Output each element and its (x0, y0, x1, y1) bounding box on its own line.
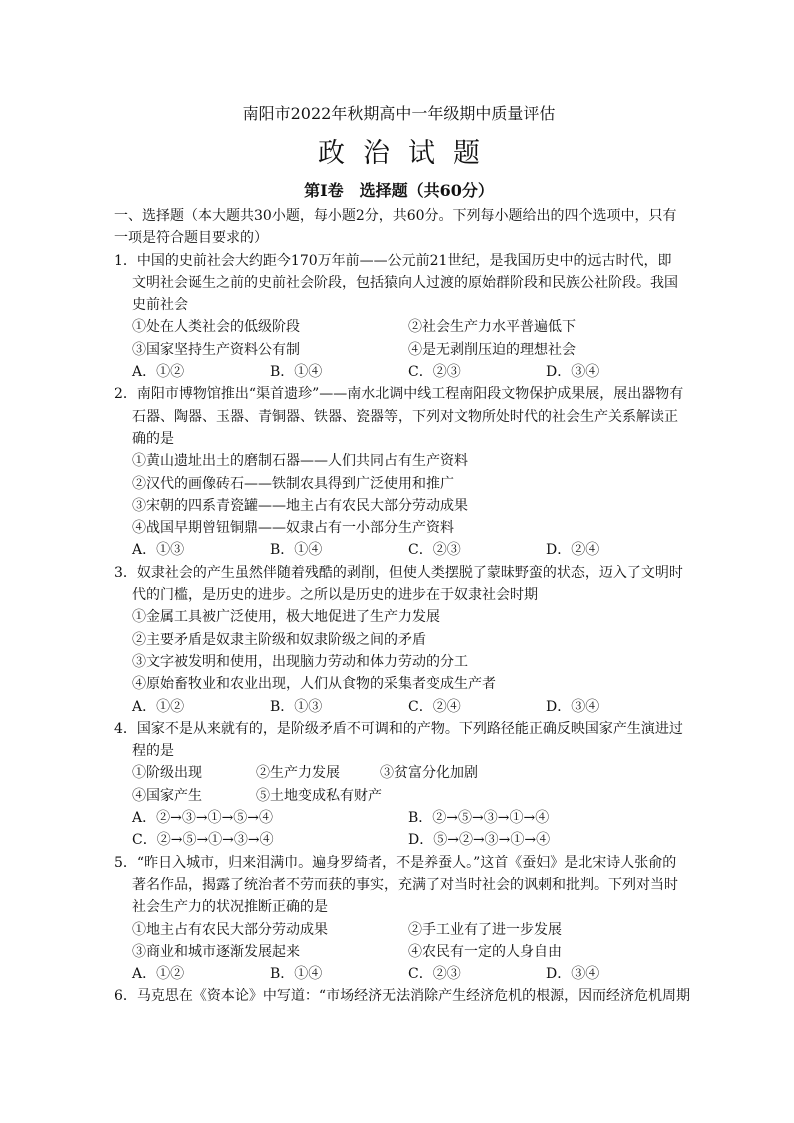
choice-c: C．②④ (408, 698, 461, 715)
statement: ②主要矛盾是奴隶主阶级和奴隶阶级之间的矛盾 (132, 631, 426, 648)
choice-c: C．②③ (408, 966, 461, 983)
statement-row (114, 762, 684, 784)
choice-row (114, 829, 684, 851)
statement: ②社会生产力水平普遍低下 (408, 319, 576, 336)
statement: ①黄山遗址出土的磨制石器——人们共同占有生产资料 (132, 453, 468, 470)
statement-row (114, 919, 684, 941)
statement: ③文字被发明和使用，出现脑力劳动和体力劳动的分工 (132, 653, 468, 670)
statement-row (114, 316, 684, 338)
choice-row (114, 807, 684, 829)
statement: ⑤土地变成私有财产 (256, 787, 382, 804)
choice-a: A．①③ (132, 542, 185, 559)
statement-row (114, 941, 684, 963)
choice-d: D．③④ (546, 698, 600, 715)
choice-row (114, 361, 684, 383)
statement: ③国家坚持生产资料公有制 (132, 341, 300, 358)
statement: ③宋朝的四系青瓷罐——地主占有农民大部分劳动成果 (132, 497, 468, 514)
statement: ④战国早期曾钮铜鼎——奴隶占有一小部分生产资料 (132, 520, 454, 537)
choice-d: D．③④ (546, 966, 600, 983)
question-stem: 1．中国的史前社会大约距今170万年前——公元前21世纪，是我国历史中的远古时代，即文明社会诞生之前的史前社会阶段，包括猿向人过渡的原始群阶段和民族公社阶段。我国史前社会 (114, 252, 678, 314)
statement: ①金属工具被广泛使用，极大地促进了生产力发展 (132, 609, 440, 626)
statement-row (114, 785, 684, 807)
question-3 (114, 562, 684, 718)
choice-row (114, 539, 684, 561)
statement: ①地主占有农民大部分劳动成果 (132, 921, 328, 938)
choice-a: A．①② (132, 364, 185, 381)
question-6 (114, 985, 691, 1007)
question-stem: 3．奴隶社会的产生虽然伴随着残酷的剥削，但使人类摆脱了蒙昧野蛮的状态，迈入了文明时代的门槛，是历史的进步。之所以是历史的进步在于奴隶社会时期 (114, 564, 683, 604)
question-stem: 4．国家不是从来就有的，是阶级矛盾不可调和的产物。下列路径能正确反映国家产生演进过程的是 (114, 720, 683, 760)
part-title: 第Ⅰ卷 选择题（共60分） (304, 181, 494, 200)
choice-d: D．③④ (546, 364, 600, 381)
choice-d: D．②④ (546, 542, 600, 559)
statement: ①处在人类社会的低级阶段 (132, 319, 300, 336)
statement: ②手工业有了进一步发展 (408, 921, 562, 938)
choice-c: C．②③ (408, 364, 461, 381)
choice-a: A．②→③→①→⑤→④ (132, 810, 274, 827)
choice-b: B．①④ (270, 364, 323, 381)
choice-row (114, 963, 684, 985)
choice-c: C．②→⑤→①→③→④ (132, 832, 274, 849)
question-1 (114, 250, 684, 384)
statement: ④原始畜牧业和农业出现，人们从食物的采集者变成生产者 (132, 676, 496, 693)
choice-b: B．①④ (270, 966, 323, 983)
statement: ④农民有一定的人身自由 (408, 943, 562, 960)
choice-b: B．②→⑤→③→①→④ (408, 810, 550, 827)
choice-c: C．②③ (408, 542, 461, 559)
choice-a: A．①② (132, 966, 185, 983)
exam-title: 南阳市2022年秋期高中一年级期中质量评估 (242, 104, 556, 123)
choice-row (114, 696, 684, 718)
choice-b: B．①③ (270, 698, 323, 715)
statement: ④国家产生 (132, 787, 202, 804)
question-2 (114, 383, 684, 561)
question-stem: 2．南阳市博物馆推出“渠首遗珍”——南水北调中线工程南阳段文物保护成果展，展出器物有石器、陶器、玉器、青铜器、铁器、瓷器等，下列对文物所处时代的社会生产关系解读正确的是 (114, 386, 684, 447)
statement: ③贫富分化加剧 (380, 765, 478, 782)
choice-a: A．①② (132, 698, 185, 715)
question-stem: 6．马克思在《资本论》中写道：“市场经济无法消除产生经济危机的根源，因而经济危机周期 (114, 988, 691, 1005)
statement: ①阶级出现 (132, 765, 202, 782)
statement: ②生产力发展 (256, 765, 340, 782)
section-instructions: 一、选择题（本大题共30小题，每小题2分，共60分。下列每小题给出的四个选项中，只有一项是符合题目要求的） (114, 208, 677, 247)
choice-d: D．⑤→②→③→①→④ (408, 832, 551, 849)
statement-row (114, 339, 684, 361)
question-stem: 5．“昨日入城市，归来泪满巾。遍身罗绮者，不是养蚕人。”这首《蚕妇》是北宋诗人张俞的著名作品，揭露了统治者不劳而获的事实，充满了对当时社会的讽刺和批判。下列对当时社会生产力的状况推断正确的是 (114, 854, 678, 916)
statement: ②汉代的画像砖石——铁制农具得到广泛使用和推广 (132, 475, 454, 492)
statement: ④是无剥削压迫的理想社会 (408, 341, 576, 358)
question-4 (114, 718, 684, 852)
subject-title: 政治试题 (318, 138, 498, 169)
choice-b: B．①④ (270, 542, 323, 559)
exam-page (114, 102, 691, 1008)
statement: ③商业和城市逐渐发展起来 (132, 943, 300, 960)
question-5 (114, 852, 684, 986)
